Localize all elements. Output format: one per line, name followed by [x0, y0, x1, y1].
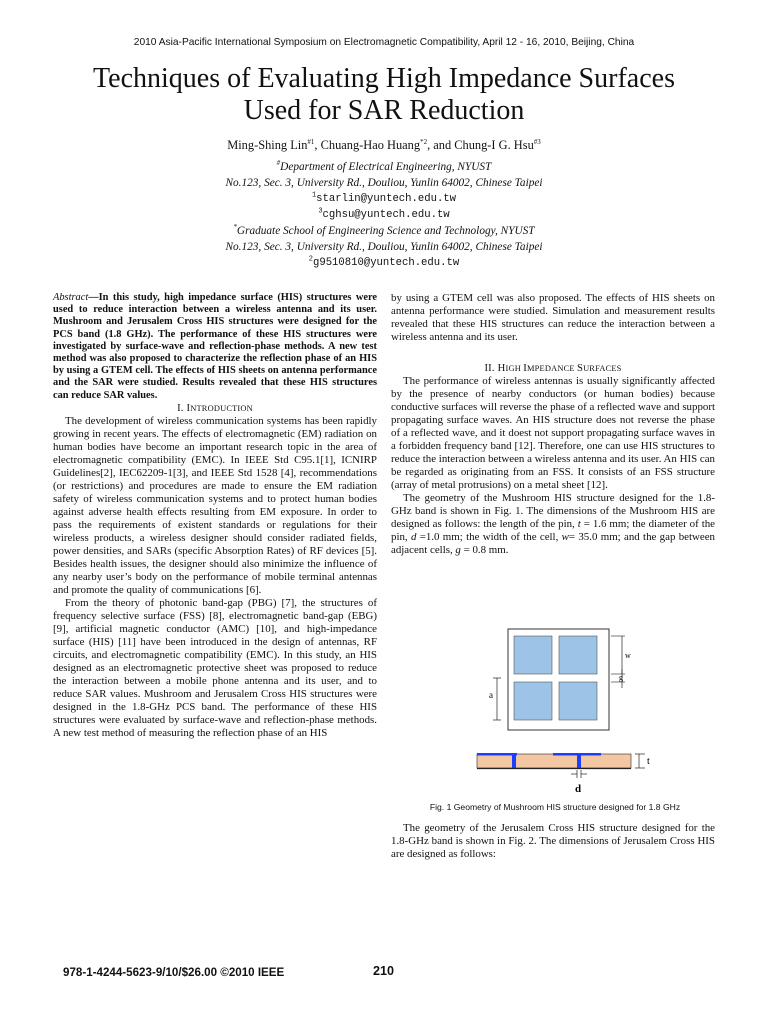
- his-p2-c: =1.0 mm; the width of the cell,: [416, 531, 562, 543]
- abstract-dash: —: [88, 292, 99, 303]
- his-p2-b: = 1.6 mm; the diameter of the pin,: [391, 518, 716, 543]
- dim-d-label: d: [575, 783, 582, 795]
- section-2-i: I: [523, 363, 527, 374]
- dim-t-label: t: [647, 756, 650, 767]
- affiliation-2-dept: [0, 224, 768, 240]
- section-1-rest: NTRODUCTION: [190, 403, 253, 413]
- his-paragraph-2: [391, 492, 715, 557]
- email-3-mark: 3: [318, 207, 323, 216]
- author-3-sup: #3: [533, 137, 541, 146]
- patch-top-right: [559, 636, 597, 674]
- title-line-2: Used for SAR Reduction: [243, 95, 525, 126]
- his-paragraph-1: The performance of wireless antennas is usually significantly affected by the presence of nearby conductors (or human bodies) because conductive surfaces will reverse the phase of a reflected wave and support propagating surface waves. An HIS structure does not reverse the phase of a reflected wave, and it doest not support propagating surface waves in a forbidden frequency band [12]. Therefore, one can use HIS structures to reduce the interaction between a wireless antenna and its user. An HIS can be regarded as originating from an FSS. It consists of an FSS structure (array of metal protrusions) on a metal sheet [12].: [391, 375, 715, 491]
- footer-isbn: 978-1-4244-5623-9/10/$26.00 ©2010 IEEE: [63, 966, 285, 979]
- his-p2-g: g: [455, 544, 461, 556]
- intro-paragraph-2: From the theory of photonic band-gap (PBG) [7], the structures of frequency selective surface (FSS) [8], electromagnetic band-gap (EBG) [9], artificial magnetic conductor (AMC) [10], and high-impedance surface (HIS) [11] have been introduced in the design of antennas, RF circuits, and electromagnetic compatibility (EMC). In this study, an HIS designed as an electromagnetic protective sheet was proposed to reduce the interaction between a mobile phone antenna and its user, and to reduce SAR values. Mushroom and Jerusalem Cross HIS structures were designed in the 1.8-GHz PCS band. The performance of these HIS structures were evaluated by surface-wave and reflection-phase methods. A new test method of measuring the reflection phase of an HIS: [53, 596, 377, 739]
- abstract-label: Abstract: [53, 292, 89, 303]
- email-2-mark: 2: [308, 255, 313, 264]
- section-2-urfaces: URFACES: [583, 364, 622, 373]
- email-2-text: g9510810@yuntech.edu.tw: [312, 257, 460, 269]
- section-2-h: H: [497, 363, 506, 374]
- his-paragraph-3: The geometry of the Jerusalem Cross HIS structure designed for the 1.8-GHz band is shown in Fig. 2. The dimensions of Jerusalem Cross HIS are designed as follows:: [391, 822, 715, 860]
- author-3: , and Chung-I G. Hsu: [427, 138, 534, 152]
- section-2-mpedance: MPEDANCE: [527, 364, 577, 373]
- dim-g-label: g: [619, 673, 623, 682]
- section-2-heading: [391, 362, 715, 375]
- figure-1-caption: Fig. 1 Geometry of Mushroom HIS structure designed for 1.8 GHz: [429, 802, 681, 812]
- patch-top-left: [514, 636, 552, 674]
- via-pin-1: [512, 754, 516, 768]
- dim-w-label: w: [625, 651, 631, 660]
- section-1-heading: [53, 402, 377, 415]
- intro-paragraph-1: The development of wireless communication systems has been rapidly growing in recent years. The effects of electromagnetic (EM) radiation on human bodies have become an important research topic in the area of electromagnetic compatibility (EMC). In IEEE Std C95.1[1], ICNIRP Guidelines[2], IEC62209-1[3], and IEEE Std 1528 [4], recommendations (or restrictions) and procedures are made to ensure the EM radiation safety of wireless communication systems and to protect human bodies against adverse health effects resulting from EM exposure. In order to pass the requirements of existent standards or regulations for their wireless products, a wireless designer should consider radiated fields, power densities, and SARs (specific Absorption Rates) of RF devices [5]. Besides health issues, the designer should also minimize the influence of any nearby user’s body on the performance of mobile terminal antennas and promote the quality of communications [6].: [53, 414, 377, 596]
- abstract-text: In this study, high impedance surface (HIS) structures were used to reduce interaction between a wireless antenna and its user. Mushroom and Jerusalem Cross HIS structures were designed for the PCS band (1.8 GHz). The performance of these HIS structures were investigated by surface-wave and reflection-phase methods. A new test method was also proposed to characterize the reflection phase of an HIS by using a GTEM cell. The effects of HIS sheets on antenna performance and the SAR were studied. Results revealed that these HIS structures can reduce SAR values.: [53, 292, 377, 401]
- mushroom-his-figure: [393, 626, 720, 801]
- his-p2-a: The geometry of the Mushroom HIS structure designed for the 1.8-GHz band is shown in Fig. 1. The dimensions of the Mushroom HIS are designed as follows: the length of the pin,: [391, 492, 715, 530]
- author-1-sup: #1: [307, 137, 315, 146]
- his-p2-t: t: [577, 518, 581, 530]
- right-column-bottom: [391, 822, 715, 861]
- section-2-s: S: [576, 363, 584, 374]
- his-p2-dd: = 35.0 mm; and the gap between adjacent cells,: [391, 531, 716, 556]
- his-p2-d: d: [410, 531, 417, 543]
- email-2: [0, 256, 768, 272]
- email-1-mark: 1: [311, 191, 317, 200]
- his-p2-e: = 0.8 mm.: [460, 544, 509, 556]
- metal-patch-1: [477, 753, 517, 756]
- author-line: [0, 138, 768, 153]
- section-1-number: I.: [177, 402, 184, 414]
- email-3: [0, 208, 768, 224]
- email-1: [0, 192, 768, 208]
- author-2: , Chuang-Hao Huang: [314, 138, 421, 152]
- patch-bottom-right: [559, 682, 597, 720]
- his-p2-w: w: [561, 531, 569, 543]
- affiliation-2-address: No.123, Sec. 3, University Rd., Douliou, Yunlin 64002, Chinese Taipei: [225, 241, 543, 253]
- intro-paragraph-2-continued: by using a GTEM cell was also proposed. The effects of HIS sheets on antenna performance were studied. Simulation and measurement results revealed that these HIS structures can reduce the interaction between a wireless antenna and its user.: [391, 292, 715, 343]
- affiliation-1-address: No.123, Sec. 3, University Rd., Douliou, Yunlin 64002, Chinese Taipei: [225, 177, 543, 189]
- affiliation-1-mark: #: [276, 159, 281, 168]
- email-3-text: cghsu@yuntech.edu.tw: [322, 209, 450, 221]
- section-2-igh: IGH: [505, 364, 524, 373]
- author-2-sup: *2: [420, 137, 428, 146]
- paper-title: [20, 63, 748, 127]
- affiliation-1-dept: [0, 160, 768, 176]
- substrate: [477, 754, 631, 768]
- patch-bottom-left: [514, 682, 552, 720]
- title-line-1: Techniques of Evaluating High Impedance Surfaces: [93, 63, 675, 94]
- left-column: [53, 292, 377, 740]
- author-1: Ming-Shing Lin: [227, 138, 308, 152]
- conference-header: 2010 Asia-Pacific International Symposium on Electromagnetic Compatibility, April 12 - 16, 2010, Beijing, China: [133, 37, 635, 48]
- affiliation-1-dept-text: Department of Electrical Engineering, NYUST: [280, 161, 492, 173]
- right-column-top: [391, 292, 715, 557]
- section-2-number: II.: [484, 363, 495, 374]
- dim-a-label: a: [489, 690, 493, 700]
- affiliation-2-dept-text: Graduate School of Engineering Science and Technology, NYUST: [236, 225, 535, 237]
- abstract: [53, 292, 377, 402]
- affiliation-2-mark: *: [233, 223, 237, 232]
- email-1-text: starlin@yuntech.edu.tw: [316, 193, 457, 205]
- page-number: 210: [373, 964, 395, 978]
- via-pin-2: [577, 754, 581, 768]
- section-1-initial: I: [186, 402, 191, 414]
